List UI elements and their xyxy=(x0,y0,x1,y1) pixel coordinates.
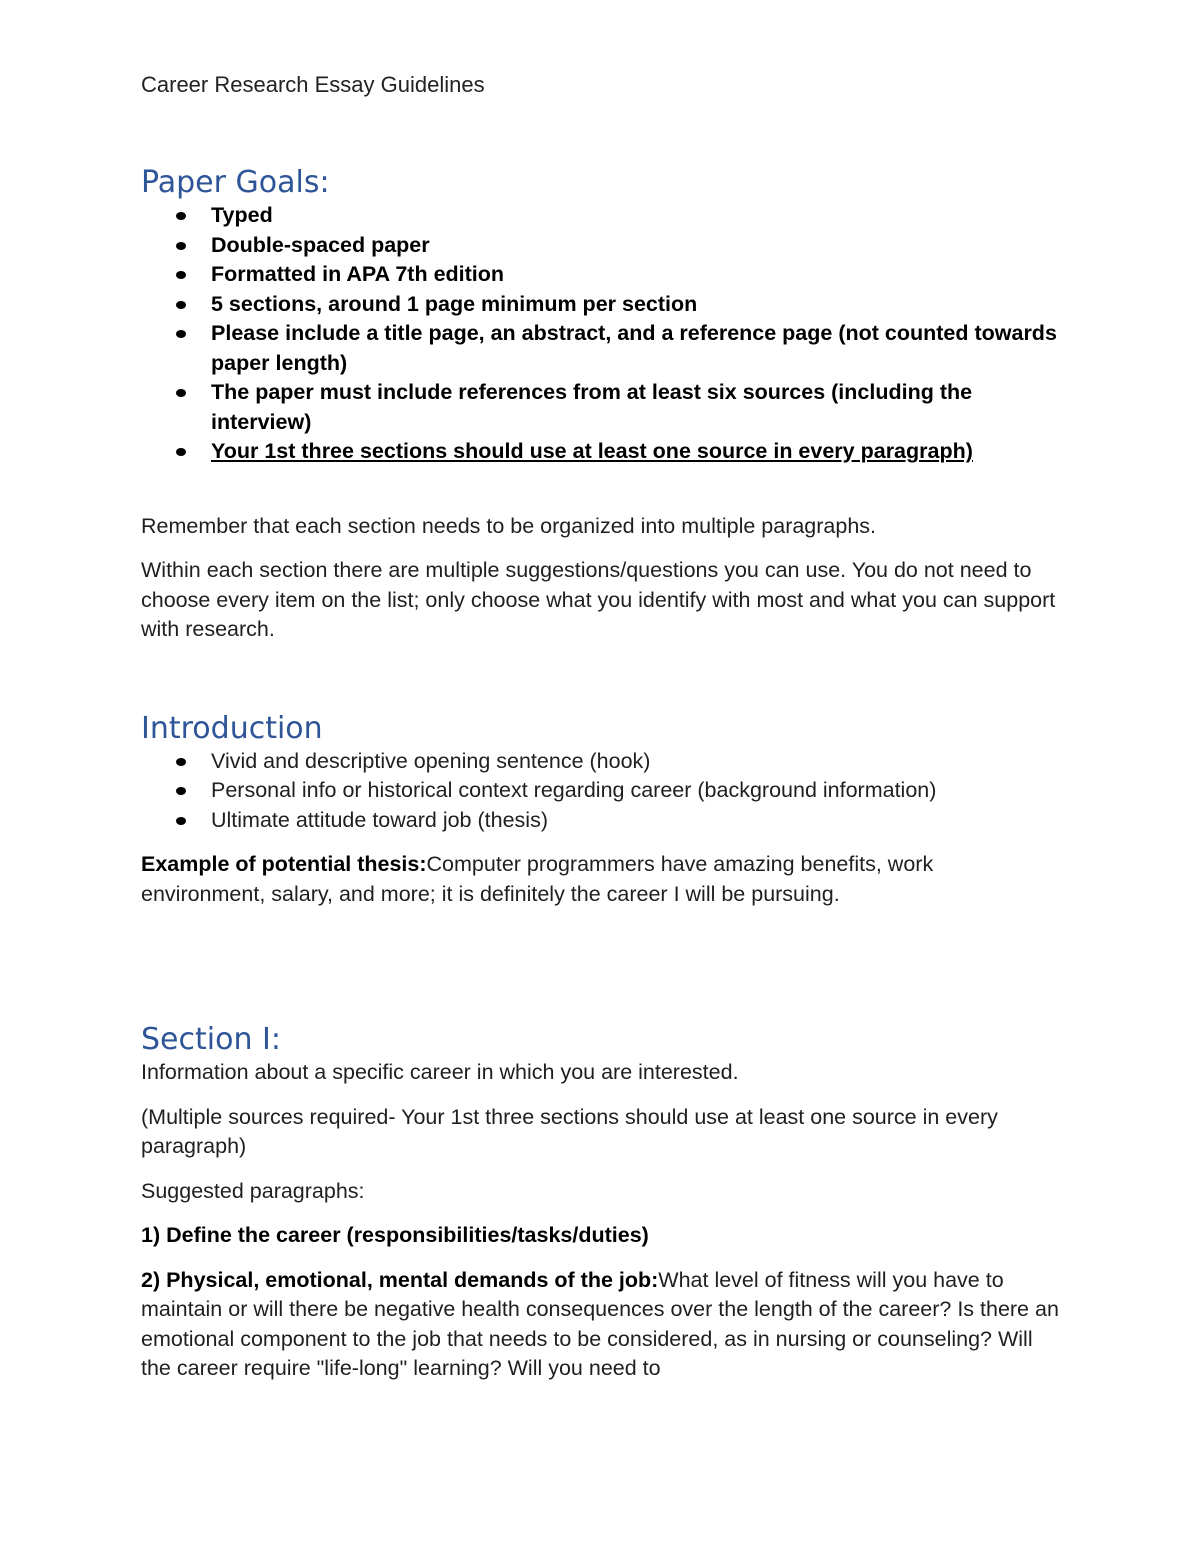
suggested-paragraph-2-label: 2) Physical, emotional, mental demands of the job: xyxy=(141,1267,659,1292)
bullet-icon xyxy=(176,330,186,338)
bullet-icon xyxy=(176,271,186,279)
list-item: Please include a title page, an abstract, and a reference page (not counted towards paper length) xyxy=(141,319,1061,378)
thesis-example-text: Computer programmers have amazing benefits, work environment, salary, and more; it is definitely the career I will be pursuing. xyxy=(141,852,934,906)
bullet-icon xyxy=(176,389,186,397)
list-item: Double-spaced paper xyxy=(141,231,1061,261)
list-item: Formatted in APA 7th edition xyxy=(141,260,1061,290)
section-1-heading: Section I: xyxy=(141,1022,281,1057)
list-item: Ultimate attitude toward job (thesis) xyxy=(141,806,1061,836)
bullet-icon xyxy=(176,242,186,250)
suggested-paragraphs-label: Suggested paragraphs: xyxy=(141,1178,365,1203)
list-item: 5 sections, around 1 page minimum per section xyxy=(141,290,1061,320)
bullet-icon xyxy=(176,787,186,795)
bullet-icon xyxy=(176,817,186,825)
suggested-paragraph-2 xyxy=(141,1266,1061,1384)
suggested-paragraph-1: 1) Define the career (responsibilities/tasks/duties) xyxy=(141,1223,649,1247)
bullet-icon xyxy=(176,758,186,766)
paper-goals-note: Within each section there are multiple suggestions/questions you can use. You do not need to choose every item on the list; only choose what you identify with most and what you can support with research. xyxy=(141,558,1056,641)
list-item: Typed xyxy=(141,201,1061,231)
document-page xyxy=(141,70,1061,1384)
suggested-paragraph-2-text: What level of fitness will you have to maintain or will there be negative health consequences over the length of the career? Is there an emotional component to the job that needs to be considered, as in nursing or counseling? Will the career require "life-long" learning? Will you need to xyxy=(141,1267,1059,1380)
bullet-icon xyxy=(176,301,186,309)
bullet-icon xyxy=(176,212,186,220)
thesis-example-label: Example of potential thesis: xyxy=(141,852,427,876)
section-1-sources-note: (Multiple sources required- Your 1st three sections should use at least one source in every paragraph) xyxy=(141,1104,998,1158)
list-item: The paper must include references from at least six sources (including the interview) xyxy=(141,378,1061,437)
list-item: Personal info or historical context regarding career (background information) xyxy=(141,776,1061,806)
document-title: Career Research Essay Guidelines xyxy=(141,72,485,97)
paper-goals-note: Remember that each section needs to be organized into multiple paragraphs. xyxy=(141,513,877,538)
thesis-example xyxy=(141,850,1061,909)
introduction-list xyxy=(141,747,1061,836)
list-item: Vivid and descriptive opening sentence (hook) xyxy=(141,747,1061,777)
bullet-icon xyxy=(176,448,186,456)
section-1-description: Information about a specific career in which you are interested. xyxy=(141,1060,739,1084)
introduction-heading: Introduction xyxy=(141,710,323,746)
paper-goals-list xyxy=(141,201,1061,467)
paper-goals-heading: Paper Goals: xyxy=(141,165,330,200)
list-item: Your 1st three sections should use at least one source in every paragraph) xyxy=(141,437,1061,467)
